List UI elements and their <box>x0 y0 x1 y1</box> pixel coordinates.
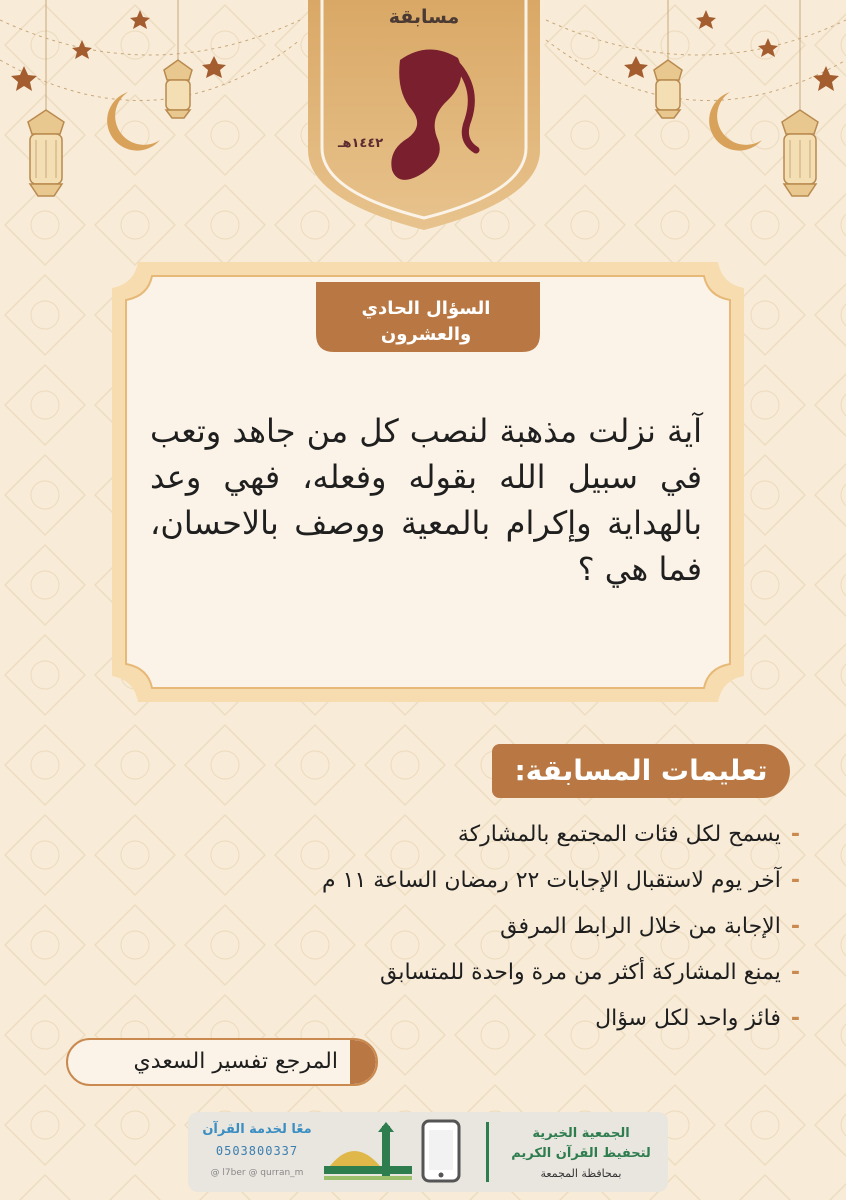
lantern-icon <box>28 110 64 196</box>
bullet-dash: - <box>790 914 800 939</box>
reference-text: المرجع تفسير السعدي <box>133 1049 338 1074</box>
org-line1: الجمعية الخيرية <box>532 1126 630 1141</box>
list-item <box>120 812 800 858</box>
slogan: معًا لخدمة القرآن <box>202 1122 312 1137</box>
banner-shape <box>308 0 540 232</box>
lantern-icon <box>782 110 818 196</box>
instruction-text: الإجابة من خلال الرابط المرفق <box>500 914 781 939</box>
org-line3: بمحافظة المجمعة <box>540 1167 622 1180</box>
lantern-icon <box>164 60 192 118</box>
list-item <box>120 950 800 996</box>
organization-name <box>506 1124 656 1184</box>
instruction-text: فائز واحد لكل سؤال <box>595 1006 781 1031</box>
mosque-logo-icon <box>320 1122 416 1184</box>
org-line2: لتحفيظ القرآن الكريم <box>511 1146 651 1161</box>
contest-banner <box>308 0 540 232</box>
hijri-year: ١٤٤٢هـ <box>338 136 384 151</box>
reference-box <box>66 1038 378 1086</box>
footer-logos <box>188 1112 668 1192</box>
instruction-text: آخر يوم لاستقبال الإجابات ٢٢ رمضان الساعة ١١ م <box>322 868 781 893</box>
list-item <box>120 904 800 950</box>
list-item <box>120 858 800 904</box>
instruction-text: يمنع المشاركة أكثر من مرة واحدة للمتسابق <box>380 960 781 985</box>
list-item <box>120 996 800 1042</box>
question-number-line2: والعشرون <box>380 324 472 345</box>
instruction-text: يسمح لكل فئات المجتمع بالمشاركة <box>457 822 781 847</box>
reference-cap <box>350 1040 376 1084</box>
instructions-list <box>120 812 800 1042</box>
bullet-dash: - <box>790 960 800 985</box>
phone-icon <box>420 1118 462 1184</box>
bullet-dash: - <box>790 822 800 847</box>
lantern-icon <box>654 60 682 118</box>
question-number-line1: السؤال الحادي <box>361 298 491 319</box>
phone-number: 0503800337 <box>215 1144 299 1158</box>
social-handles: @ l7ber @ qurran_m <box>210 1168 304 1178</box>
bullet-dash: - <box>790 868 800 893</box>
footer-divider <box>486 1122 489 1182</box>
question-text: آية نزلت مذهبة لنصب كل من جاهد وتعب في سبيل الله بقوله وفعله، فهي وعد بالهداية وإكرام بالمعية ووصف بالاحسان، فما هي ؟ <box>150 412 702 588</box>
bullet-dash: - <box>790 1006 800 1031</box>
question-number-badge <box>318 296 534 348</box>
instructions-title: تعليمات المسابقة: <box>492 744 790 798</box>
banner-title: مسابقة <box>388 6 460 28</box>
crescent-icon <box>709 92 762 151</box>
